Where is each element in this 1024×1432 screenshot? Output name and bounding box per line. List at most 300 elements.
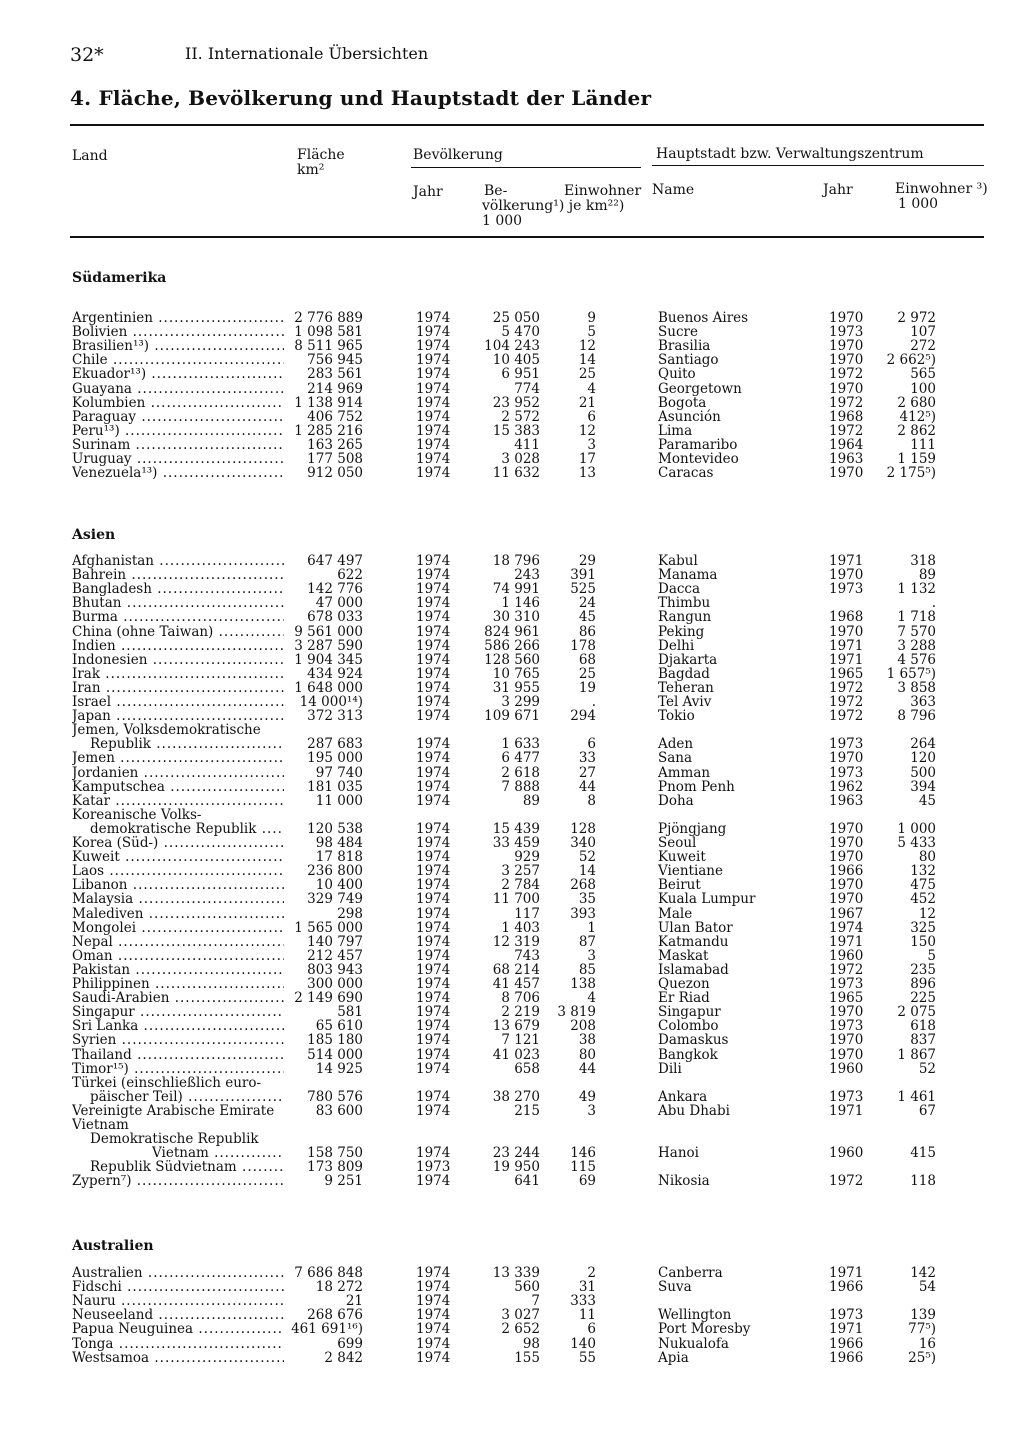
cell-cinh: 394 (910, 778, 936, 795)
cell-area: 47 000 (315, 595, 363, 612)
cell-area: 18 272 (315, 1279, 363, 1296)
cell-pop: 774 (514, 380, 540, 397)
col-header-bevoelkerung: Bevölkerung (413, 147, 503, 163)
cell-cinh: 80 (918, 849, 936, 866)
cell-year: 1974 (416, 976, 451, 992)
cell-cap: Damaskus (658, 1032, 729, 1049)
table-row (0, 850, 1024, 864)
cell-year: 1974 (416, 792, 451, 809)
cell-area: 83 600 (315, 1102, 363, 1119)
sub-rule-cap (652, 165, 984, 166)
cell-cap: Peking (658, 623, 705, 640)
cell-pop: 19 950 (492, 1159, 540, 1176)
cell-area: 8 511 965 (294, 338, 363, 355)
cell-cinh: 1 159 (897, 451, 936, 467)
cell-cyear: 1972 (829, 366, 864, 383)
cell-cap: Montevideo (658, 451, 739, 467)
country-name: Oman ..... (72, 949, 284, 963)
table-row (0, 963, 1024, 977)
cell-cap: Port Moresby (658, 1321, 751, 1338)
cell-dens: 268 (570, 877, 596, 894)
cell-area: 142 776 (307, 581, 363, 598)
country-name: Jordanien ..... (72, 766, 284, 780)
table-row (0, 935, 1024, 949)
table-row (0, 1005, 1024, 1019)
country-name: Vietnam (72, 1118, 129, 1132)
table-row (0, 723, 1024, 737)
cell-cyear: 1970 (829, 820, 864, 837)
cell-cyear: 1972 (829, 679, 864, 696)
cell-area: 434 924 (307, 665, 363, 682)
cell-year: 1974 (416, 933, 451, 950)
cell-cinh: 150 (910, 933, 936, 950)
cell-cyear: 1973 (829, 976, 864, 992)
cell-pop: 68 214 (492, 961, 540, 978)
cell-area: 7 686 848 (294, 1265, 363, 1281)
cell-cyear: 1971 (829, 933, 864, 950)
country-name: Venezuela¹³) ..... (72, 466, 284, 480)
cell-pop: 31 955 (492, 679, 540, 696)
cell-pop: 411 (514, 436, 540, 453)
cell-pop: 117 (514, 905, 540, 922)
cell-year: 1974 (416, 422, 451, 439)
cell-cap: Rangun (658, 609, 712, 626)
col-header-land: Land (72, 148, 108, 164)
col-header-flaeche: Fläche (297, 147, 345, 163)
cell-dens: 86 (578, 623, 596, 640)
cell-cap: Nikosia (658, 1173, 710, 1190)
cell-dens: 14 (578, 863, 596, 880)
cell-cyear: 1971 (829, 651, 864, 668)
table-row (0, 1351, 1024, 1365)
cell-year: 1974 (416, 595, 451, 612)
cell-year: 1974 (416, 1265, 451, 1281)
table-row (0, 639, 1024, 653)
table-row (0, 1090, 1024, 1104)
table-row (0, 1294, 1024, 1308)
cell-cinh: 54 (918, 1279, 936, 1296)
cell-year: 1974 (416, 961, 451, 978)
cell-cinh: . (931, 595, 936, 612)
cell-cinh: 565 (910, 366, 936, 383)
country-name: Katar ..... (72, 794, 284, 808)
cell-dens: 80 (578, 1046, 596, 1063)
table-row (0, 1308, 1024, 1322)
cell-year: 1974 (416, 1046, 451, 1063)
country-name: Peru¹³) ..... (72, 424, 284, 438)
cell-pop: 5 470 (501, 324, 540, 341)
table-row (0, 695, 1024, 709)
cell-pop: 243 (514, 567, 540, 584)
cell-dens: 128 (570, 820, 596, 837)
cell-dens: 49 (578, 1088, 596, 1105)
cell-cinh: 2 662⁵) (886, 352, 936, 369)
cell-cap: Manama (658, 567, 718, 584)
cell-dens: 525 (570, 581, 596, 598)
cell-cap: Santiago (658, 352, 719, 369)
cell-cinh: 318 (910, 553, 936, 569)
cell-area: 2 842 (324, 1349, 363, 1366)
col-header-flaeche-unit: km² (297, 162, 325, 178)
cell-dens: 3 (587, 436, 596, 453)
cell-area: 647 497 (307, 553, 363, 569)
cell-cyear: 1970 (829, 835, 864, 851)
cell-cyear: 1973 (829, 736, 864, 753)
country-name: Papua Neuguinea ..... (72, 1322, 284, 1336)
cell-dens: 1 (587, 919, 596, 936)
cell-cap: Delhi (658, 637, 695, 654)
country-name: China (ohne Taiwan) ..... (72, 625, 284, 639)
cell-area: 14 000¹⁴) (299, 694, 363, 710)
col-header-cap-einwohner: Einwohner ³) (895, 181, 988, 197)
cell-pop: 586 266 (484, 637, 540, 654)
cell-dens: 3 (587, 947, 596, 964)
country-name: Nauru ..... (72, 1294, 284, 1308)
cell-cyear: 1960 (829, 1060, 864, 1077)
cell-cinh: 7 570 (897, 623, 936, 640)
cell-area: 678 033 (307, 609, 363, 626)
cell-dens: 85 (578, 961, 596, 978)
cell-year: 1974 (416, 394, 451, 411)
cell-cinh: 2 075 (897, 1004, 936, 1021)
cell-dens: 4 (587, 990, 596, 1007)
col-header-jahr: Jahr (413, 184, 443, 200)
cell-cap: Abu Dhabi (658, 1102, 730, 1119)
cell-cinh: 132 (910, 863, 936, 880)
country-name: Thailand ..... (72, 1048, 284, 1062)
country-name: Nepal ..... (72, 935, 284, 949)
cell-pop: 1 146 (501, 595, 540, 612)
cell-cinh: 264 (910, 736, 936, 753)
cell-cyear: 1970 (829, 750, 864, 767)
col-header-hauptstadt: Hauptstadt bzw. Verwaltungszentrum (656, 146, 924, 162)
cell-cap: Djakarta (658, 651, 718, 668)
cell-year: 1974 (416, 778, 451, 795)
cell-year: 1974 (416, 1088, 451, 1105)
cell-dens: 6 (587, 736, 596, 753)
country-name: Indien ..... (72, 639, 284, 653)
country-name: Jemen ..... (72, 751, 284, 765)
cell-dens: 2 (587, 1265, 596, 1281)
cell-pop: 13 339 (492, 1265, 540, 1281)
cell-dens: 13 (578, 465, 596, 482)
cell-cinh: 235 (910, 961, 936, 978)
cell-cap: Lima (658, 422, 693, 439)
cell-cyear: 1966 (829, 1279, 864, 1296)
table-row (0, 1337, 1024, 1351)
cell-cyear: 1970 (829, 1004, 864, 1021)
page-number: 32* (70, 44, 104, 66)
cell-cinh: 618 (910, 1018, 936, 1035)
table-row (0, 610, 1024, 624)
cell-year: 1974 (416, 1279, 451, 1296)
cell-pop: 13 679 (492, 1018, 540, 1035)
cell-dens: 5 (587, 324, 596, 341)
cell-cinh: 2 972 (897, 310, 936, 326)
country-name: Ekuador¹³) ..... (72, 367, 284, 381)
cell-pop: 3 257 (501, 863, 540, 880)
cell-area: 173 809 (307, 1159, 363, 1176)
cell-cinh: 52 (918, 1060, 936, 1077)
cell-cap: Er Riad (658, 990, 710, 1007)
cell-area: 10 400 (315, 877, 363, 894)
cell-dens: 24 (578, 595, 596, 612)
col-header-bev-1: Be- (484, 183, 508, 199)
cell-area: 2 149 690 (294, 990, 363, 1007)
cell-cap: Wellington (658, 1307, 732, 1324)
cell-pop: 128 560 (484, 651, 540, 668)
cell-cinh: 225 (910, 990, 936, 1007)
cell-dens: 35 (578, 891, 596, 908)
country-name: Fidschi ..... (72, 1280, 284, 1294)
cell-cyear: 1972 (829, 694, 864, 710)
table-row (0, 921, 1024, 935)
cell-cyear: 1973 (829, 324, 864, 341)
country-name: Uruguay ..... (72, 452, 284, 466)
cell-pop: 7 121 (501, 1032, 540, 1049)
cell-area: 1 098 581 (294, 324, 363, 341)
cell-cyear: 1966 (829, 1349, 864, 1366)
cell-pop: 41 457 (492, 976, 540, 992)
cell-cyear: 1971 (829, 637, 864, 654)
cell-cap: Suva (658, 1279, 692, 1296)
cell-dens: 69 (578, 1173, 596, 1190)
cell-cap: Paramaribo (658, 436, 738, 453)
cell-year: 1974 (416, 736, 451, 753)
cell-cap: Maskat (658, 947, 709, 964)
country-name: Burma ..... (72, 610, 284, 624)
cell-area: 9 251 (324, 1173, 363, 1190)
cell-dens: 140 (570, 1335, 596, 1352)
country-name: Syrien ..... (72, 1033, 284, 1047)
cell-cap: Aden (658, 736, 694, 753)
cell-area: 514 000 (307, 1046, 363, 1063)
cell-dens: 4 (587, 380, 596, 397)
table-row (0, 1266, 1024, 1280)
cell-cyear: 1972 (829, 708, 864, 725)
country-name: Surinam ..... (72, 438, 284, 452)
cell-year: 1974 (416, 891, 451, 908)
cell-cinh: 45 (918, 792, 936, 809)
country-name: Irak ..... (72, 667, 284, 681)
cell-year: 1974 (416, 863, 451, 880)
cell-cyear: 1973 (829, 1088, 864, 1105)
cell-area: 177 508 (307, 451, 363, 467)
cell-dens: 21 (578, 394, 596, 411)
cell-pop: 1 403 (501, 919, 540, 936)
cell-cap: Katmandu (658, 933, 729, 950)
cell-pop: 23 952 (492, 394, 540, 411)
cell-cyear: 1970 (829, 338, 864, 355)
cell-cinh: 272 (910, 338, 936, 355)
cell-area: 1 138 914 (294, 394, 363, 411)
cell-year: 1974 (416, 1145, 451, 1162)
cell-cap: Sucre (658, 324, 698, 341)
table-row (0, 681, 1024, 695)
cell-cyear: 1970 (829, 380, 864, 397)
cell-pop: 89 (522, 792, 540, 809)
country-name: Malediven ..... (72, 907, 284, 921)
cell-area: 214 969 (307, 380, 363, 397)
cell-cyear: 1970 (829, 567, 864, 584)
cell-dens: 11 (578, 1307, 596, 1324)
cell-dens: 44 (578, 1060, 596, 1077)
cell-dens: 38 (578, 1032, 596, 1049)
cell-year: 1974 (416, 750, 451, 767)
cell-dens: 52 (578, 849, 596, 866)
cell-cinh: 1 718 (897, 609, 936, 626)
cell-pop: 3 027 (501, 1307, 540, 1324)
country-name: Vietnam ..... (152, 1146, 284, 1160)
cell-year: 1974 (416, 1060, 451, 1077)
cell-area: 185 180 (307, 1032, 363, 1049)
cell-area: 9 561 000 (294, 623, 363, 640)
cell-pop: 98 (522, 1335, 540, 1352)
cell-cyear: 1970 (829, 310, 864, 326)
cell-area: 283 561 (307, 366, 363, 383)
cell-cyear: 1970 (829, 352, 864, 369)
cell-cinh: 25⁵) (908, 1349, 936, 1366)
cell-cyear: 1972 (829, 1173, 864, 1190)
cell-cap: Nukualofa (658, 1335, 729, 1352)
cell-pop: 2 652 (501, 1321, 540, 1338)
cell-area: 195 000 (307, 750, 363, 767)
cell-cap: Dacca (658, 581, 701, 598)
cell-dens: 14 (578, 352, 596, 369)
table-row (0, 737, 1024, 751)
cell-area: 65 610 (315, 1018, 363, 1035)
cell-year: 1974 (416, 849, 451, 866)
country-name: Sri Lanka ..... (72, 1019, 284, 1033)
country-name: Republik Südvietnam ..... (90, 1160, 284, 1174)
cell-cap: Singapur (658, 1004, 721, 1021)
table-row (0, 780, 1024, 794)
cell-cinh: 139 (910, 1307, 936, 1324)
cell-cinh: 4 576 (897, 651, 936, 668)
cell-cinh: 1 867 (897, 1046, 936, 1063)
cell-cap: Doha (658, 792, 694, 809)
cell-pop: 11 632 (492, 465, 540, 482)
table-row (0, 808, 1024, 822)
cell-cap: Bagdad (658, 665, 710, 682)
cell-area: 406 752 (307, 408, 363, 425)
cell-cap: Bangkok (658, 1046, 718, 1063)
cell-dens: 294 (570, 708, 596, 725)
table-row (0, 625, 1024, 639)
cell-cyear: 1968 (829, 609, 864, 626)
country-name: Saudi-Arabien ..... (72, 991, 284, 1005)
cell-dens: 8 (587, 792, 596, 809)
country-name: Neuseeland ..... (72, 1308, 284, 1322)
cell-cyear: 1964 (829, 436, 864, 453)
cell-area: 236 800 (307, 863, 363, 880)
cell-cinh: 837 (910, 1032, 936, 1049)
cell-pop: 929 (514, 849, 540, 866)
table-row (0, 466, 1024, 480)
cell-pop: 18 796 (492, 553, 540, 569)
cell-area: 461 691¹⁶) (291, 1321, 363, 1338)
cell-year: 1974 (416, 408, 451, 425)
cell-cinh: 3 858 (897, 679, 936, 696)
table-row (0, 1160, 1024, 1174)
cell-dens: 6 (587, 1321, 596, 1338)
cell-cyear: 1962 (829, 778, 864, 795)
cell-cinh: 2 680 (897, 394, 936, 411)
cell-cap: Buenos Aires (658, 310, 749, 326)
cell-cap: Georgetown (658, 380, 742, 397)
cell-cinh: 1 132 (897, 581, 936, 598)
table-row (0, 1118, 1024, 1132)
cell-cyear: 1974 (829, 919, 864, 936)
cell-area: 372 313 (307, 708, 363, 725)
cell-pop: 560 (514, 1279, 540, 1296)
table-row (0, 367, 1024, 381)
cell-area: 803 943 (307, 961, 363, 978)
cell-dens: 44 (578, 778, 596, 795)
cell-cap: Kuweit (658, 849, 706, 866)
cell-area: 21 (345, 1293, 363, 1310)
table-row (0, 396, 1024, 410)
cell-cap: Islamabad (658, 961, 729, 978)
cell-pop: 10 765 (492, 665, 540, 682)
country-name: päischer Teil) ..... (90, 1090, 284, 1104)
cell-pop: 824 961 (484, 623, 540, 640)
cell-cyear: 1965 (829, 665, 864, 682)
country-name: Demokratische Republik (90, 1132, 259, 1147)
cell-cyear: 1972 (829, 961, 864, 978)
cell-cap: Brasilia (658, 338, 711, 355)
cell-area: 98 484 (315, 835, 363, 851)
cell-cinh: 500 (910, 764, 936, 781)
cell-cap: Caracas (658, 465, 714, 482)
country-name: Kuweit ..... (72, 850, 284, 864)
cell-cinh: 3 288 (897, 637, 936, 654)
cell-year: 1974 (416, 1307, 451, 1324)
cell-area: 212 457 (307, 947, 363, 964)
cell-cyear: 1973 (829, 581, 864, 598)
cell-pop: 743 (514, 947, 540, 964)
table-row (0, 977, 1024, 991)
cell-year: 1974 (416, 764, 451, 781)
cell-area: 912 050 (307, 465, 363, 482)
country-name: Kamputschea ..... (72, 780, 284, 794)
cell-dens: 146 (570, 1145, 596, 1162)
cell-pop: 7 (531, 1293, 540, 1310)
table-row (0, 836, 1024, 850)
cell-year: 1973 (416, 1159, 451, 1176)
table-row (0, 822, 1024, 836)
cell-dens: 9 (587, 310, 596, 326)
table-row (0, 667, 1024, 681)
country-name: Westsamoa ..... (72, 1351, 284, 1365)
table-row (0, 1076, 1024, 1090)
country-name: Bangladesh ..... (72, 582, 284, 596)
col-header-name: Name (652, 182, 695, 198)
cell-area: 1 565 000 (294, 919, 363, 936)
cell-pop: 658 (514, 1060, 540, 1077)
cell-pop: 215 (514, 1102, 540, 1119)
cell-pop: 30 310 (492, 609, 540, 626)
cell-pop: 3 299 (501, 694, 540, 710)
cell-cap: Dili (658, 1060, 682, 1077)
cell-pop: 15 439 (492, 820, 540, 837)
table-row (0, 325, 1024, 339)
cell-cyear: 1973 (829, 1307, 864, 1324)
cell-pop: 2 784 (501, 877, 540, 894)
country-name: Iran ..... (72, 681, 284, 695)
cell-cinh: 325 (910, 919, 936, 936)
cell-year: 1974 (416, 324, 451, 341)
